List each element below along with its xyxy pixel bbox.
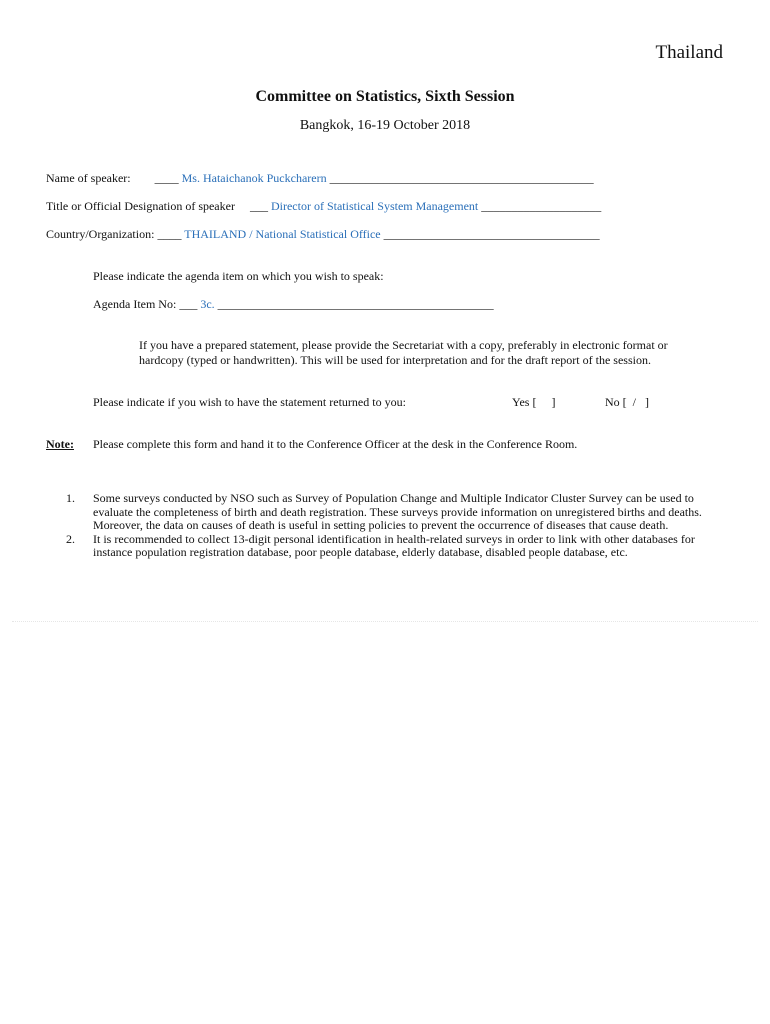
note-label: Note: [46,437,74,451]
return-no-checkbox[interactable]: No [ / ] [605,395,649,409]
page-title: Committee on Statistics, Sixth Session [255,88,515,105]
list-item [66,533,726,560]
page-subtitle: Bangkok, 16-19 October 2018 [299,118,471,133]
list-item-text: Some surveys conducted by NSO such as Survey of Population Change and Multiple Indicator Cluster Survey can be used to evaluate the completeness of birth and death registration. These surveys provide information on unregistered births and deaths. Moreover, the data on causes of death is useful in setting policies to prevent the occurrence of diseases that cause death. [93,491,702,533]
speaker-org-underline-post: ____________________________________ [383,227,600,241]
speaker-org-underline-pre: ____ [157,227,182,241]
return-yes-checkbox[interactable]: Yes [ ] [512,395,556,409]
speaker-name-underline-pre: ____ [154,171,179,185]
statement-instructions [139,338,668,368]
speaker-org-label: Country/Organization: [46,227,155,241]
list-item-number: 2. [66,531,75,546]
speaker-name-label: Name of speaker: [46,171,131,185]
agenda-underline-pre: ___ [179,297,198,311]
agenda-item-value[interactable]: 3c. [200,297,215,311]
country-header: Thailand [655,42,723,63]
return-prompt: Please indicate if you wish to have the statement returned to you: [93,395,406,409]
speaker-title-row [46,199,601,214]
statement-line-1: If you have a prepared statement, please provide the Secretariat with a copy, preferably in electronic format or [139,338,668,352]
list-item-number: 1. [66,491,75,505]
agenda-prompt: Please indicate the agenda item on which you wish to speak: [93,269,384,283]
comments-list [66,492,726,560]
speaker-title-underline-post: ____________________ [481,199,602,213]
agenda-underline-post: ______________________________________________ [217,297,494,311]
speaker-org-value[interactable]: THAILAND / National Statistical Office [184,227,381,241]
speaker-name-underline-post: ____________________________________________ [329,171,594,185]
speaker-title-value[interactable]: Director of Statistical System Management [270,199,479,213]
list-item-text: It is recommended to collect 13-digit personal identification in health-related surveys in order to link with other databases for instance population registration database, poor people database, elderly database, disabled people database, etc. [93,531,695,560]
speaker-name-value[interactable]: Ms. Hataichanok Puckcharern [181,171,327,185]
speaker-org-row [46,227,600,242]
page-divider [12,621,758,622]
speaker-title-underline-pre: ___ [249,199,268,213]
speaker-title-label: Title or Official Designation of speaker [46,199,235,213]
speaker-name-row [46,171,594,186]
agenda-row [93,297,494,312]
note-text: Please complete this form and hand it to the Conference Officer at the desk in the Conference Room. [93,437,578,451]
list-item [66,492,726,533]
statement-line-2: hardcopy (typed or handwritten). This will be used for interpretation and for the draft report of the session. [139,353,651,367]
agenda-label: Agenda Item No: [93,297,177,311]
